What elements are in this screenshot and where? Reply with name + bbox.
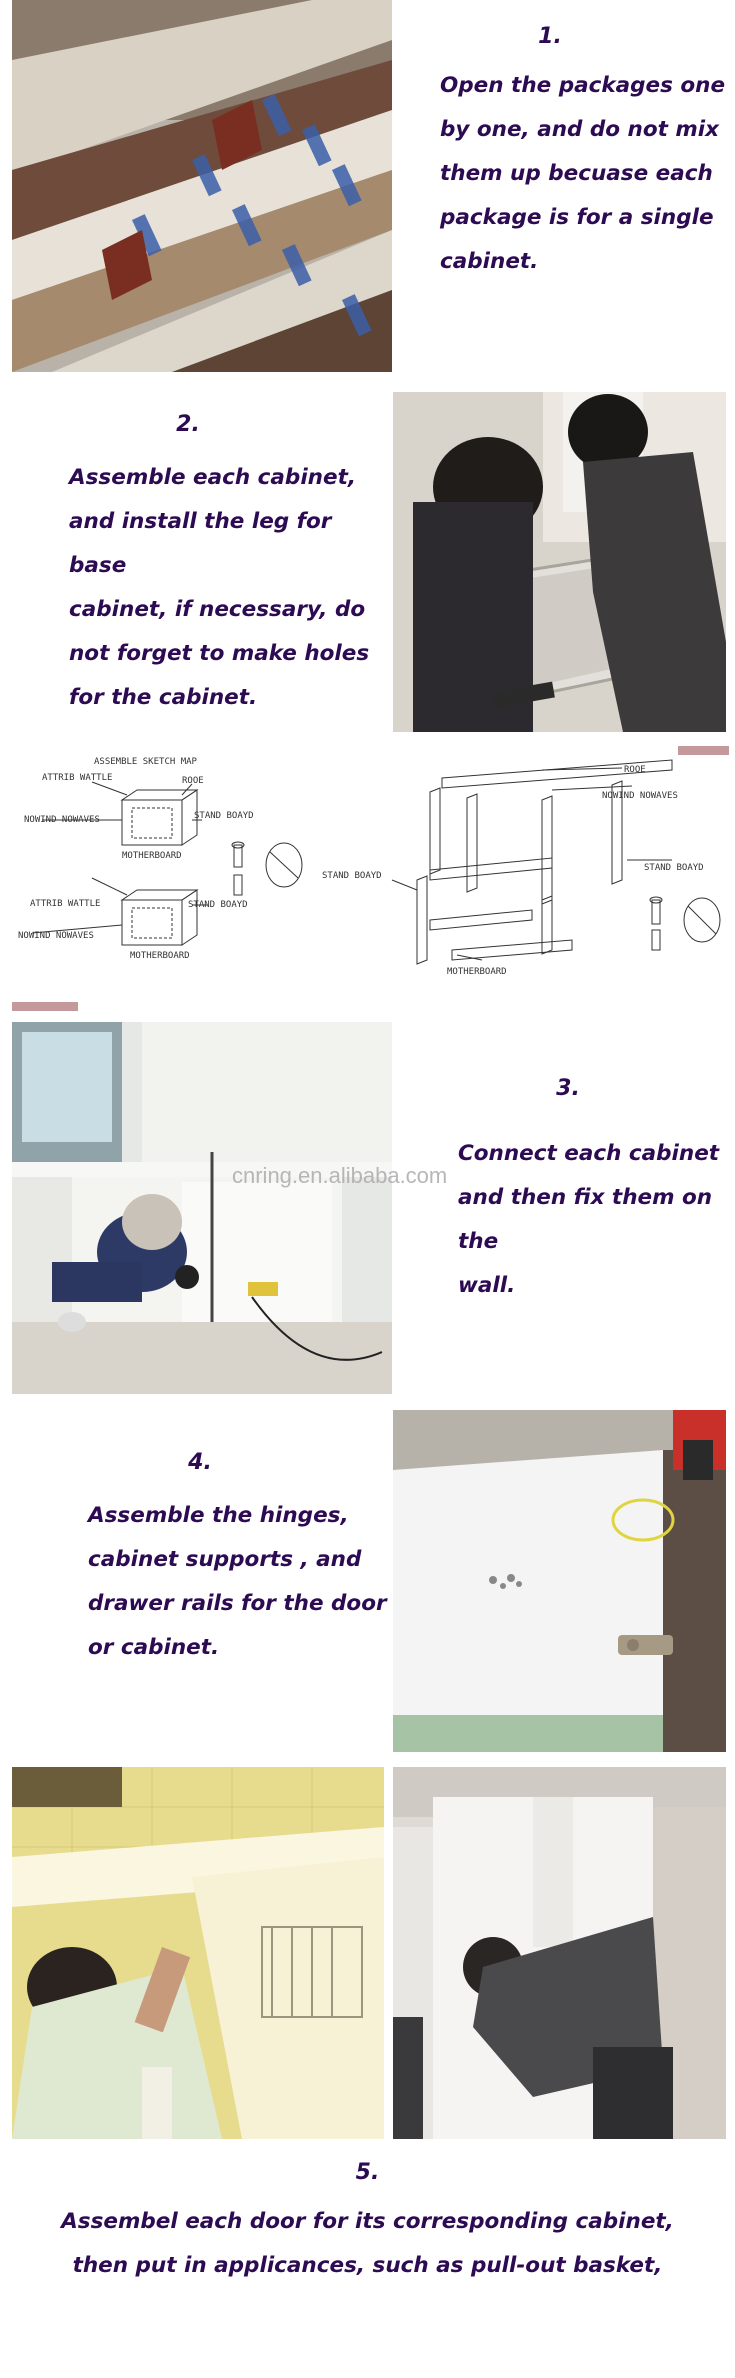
step-2-number: 2.	[176, 412, 200, 437]
label-attrib-wattle-bottom: ATTRIB WATTLE	[30, 899, 101, 909]
label-stand-boayd-left-view: STAND BOAYD	[322, 871, 382, 881]
photo-installing-doors	[393, 1767, 726, 2139]
step-1-text: Open the packages one by one, and do not mix them up becuase each package is for a single cabinet.	[440, 73, 726, 274]
label-nowind-nowaves-bottom: NOWIND NOWAVES	[18, 931, 94, 941]
label-stand-boayd-top: STAND BOAYD	[194, 811, 254, 821]
photo-cabinet-packages	[12, 0, 392, 372]
label-stand-boayd-bottom: STAND BOAYD	[188, 900, 248, 910]
label-nowind-nowaves-right: NOWIND NOWAVES	[602, 791, 678, 801]
diagram-title: ASSEMBLE SKETCH MAP	[94, 757, 197, 767]
watermark: cnring.en.alibaba.com	[232, 1163, 448, 1188]
photo-connecting-cabinets	[12, 1022, 392, 1394]
label-nowind-nowaves-top: NOWIND NOWAVES	[24, 815, 100, 825]
label-motherboard-top: MOTHERBOARD	[122, 851, 182, 861]
assembly-sketch-map	[12, 750, 730, 980]
step-3-number: 3.	[556, 1076, 580, 1101]
step-3-text: Connect each cabinet and then fix them on the wall.	[458, 1141, 720, 1298]
photo-assembling-cabinet	[393, 392, 726, 732]
label-motherboard-bottom: MOTHERBOARD	[130, 951, 190, 961]
label-rooe-right: ROOE	[624, 765, 646, 775]
step-4-number: 4.	[188, 1450, 212, 1475]
photo-assembling-hinges	[393, 1410, 726, 1752]
label-rooe-left: ROOE	[182, 776, 204, 786]
step-1-number: 1.	[538, 24, 562, 49]
step-5-number: 5.	[355, 2160, 380, 2185]
label-attrib-wattle-top: ATTRIB WATTLE	[42, 773, 113, 783]
label-stand-boayd-right: STAND BOAYD	[644, 863, 704, 873]
step-4-text: Assemble the hinges, cabinet supports , and drawer rails for the door or cabinet.	[88, 1503, 387, 1660]
step-5-text: Assembel each door for its corresponding cabinet, then put in applicances, such as pull-out basket,	[61, 2209, 674, 2278]
step-2-text: Assemble each cabinet, and install the leg for base cabinet, if necessary, do not forget to make holes for the cabinet.	[69, 465, 370, 710]
photo-installing-basket	[12, 1767, 384, 2139]
label-motherboard-right: MOTHERBOARD	[447, 967, 507, 977]
accent-bar-left	[12, 1002, 78, 1011]
